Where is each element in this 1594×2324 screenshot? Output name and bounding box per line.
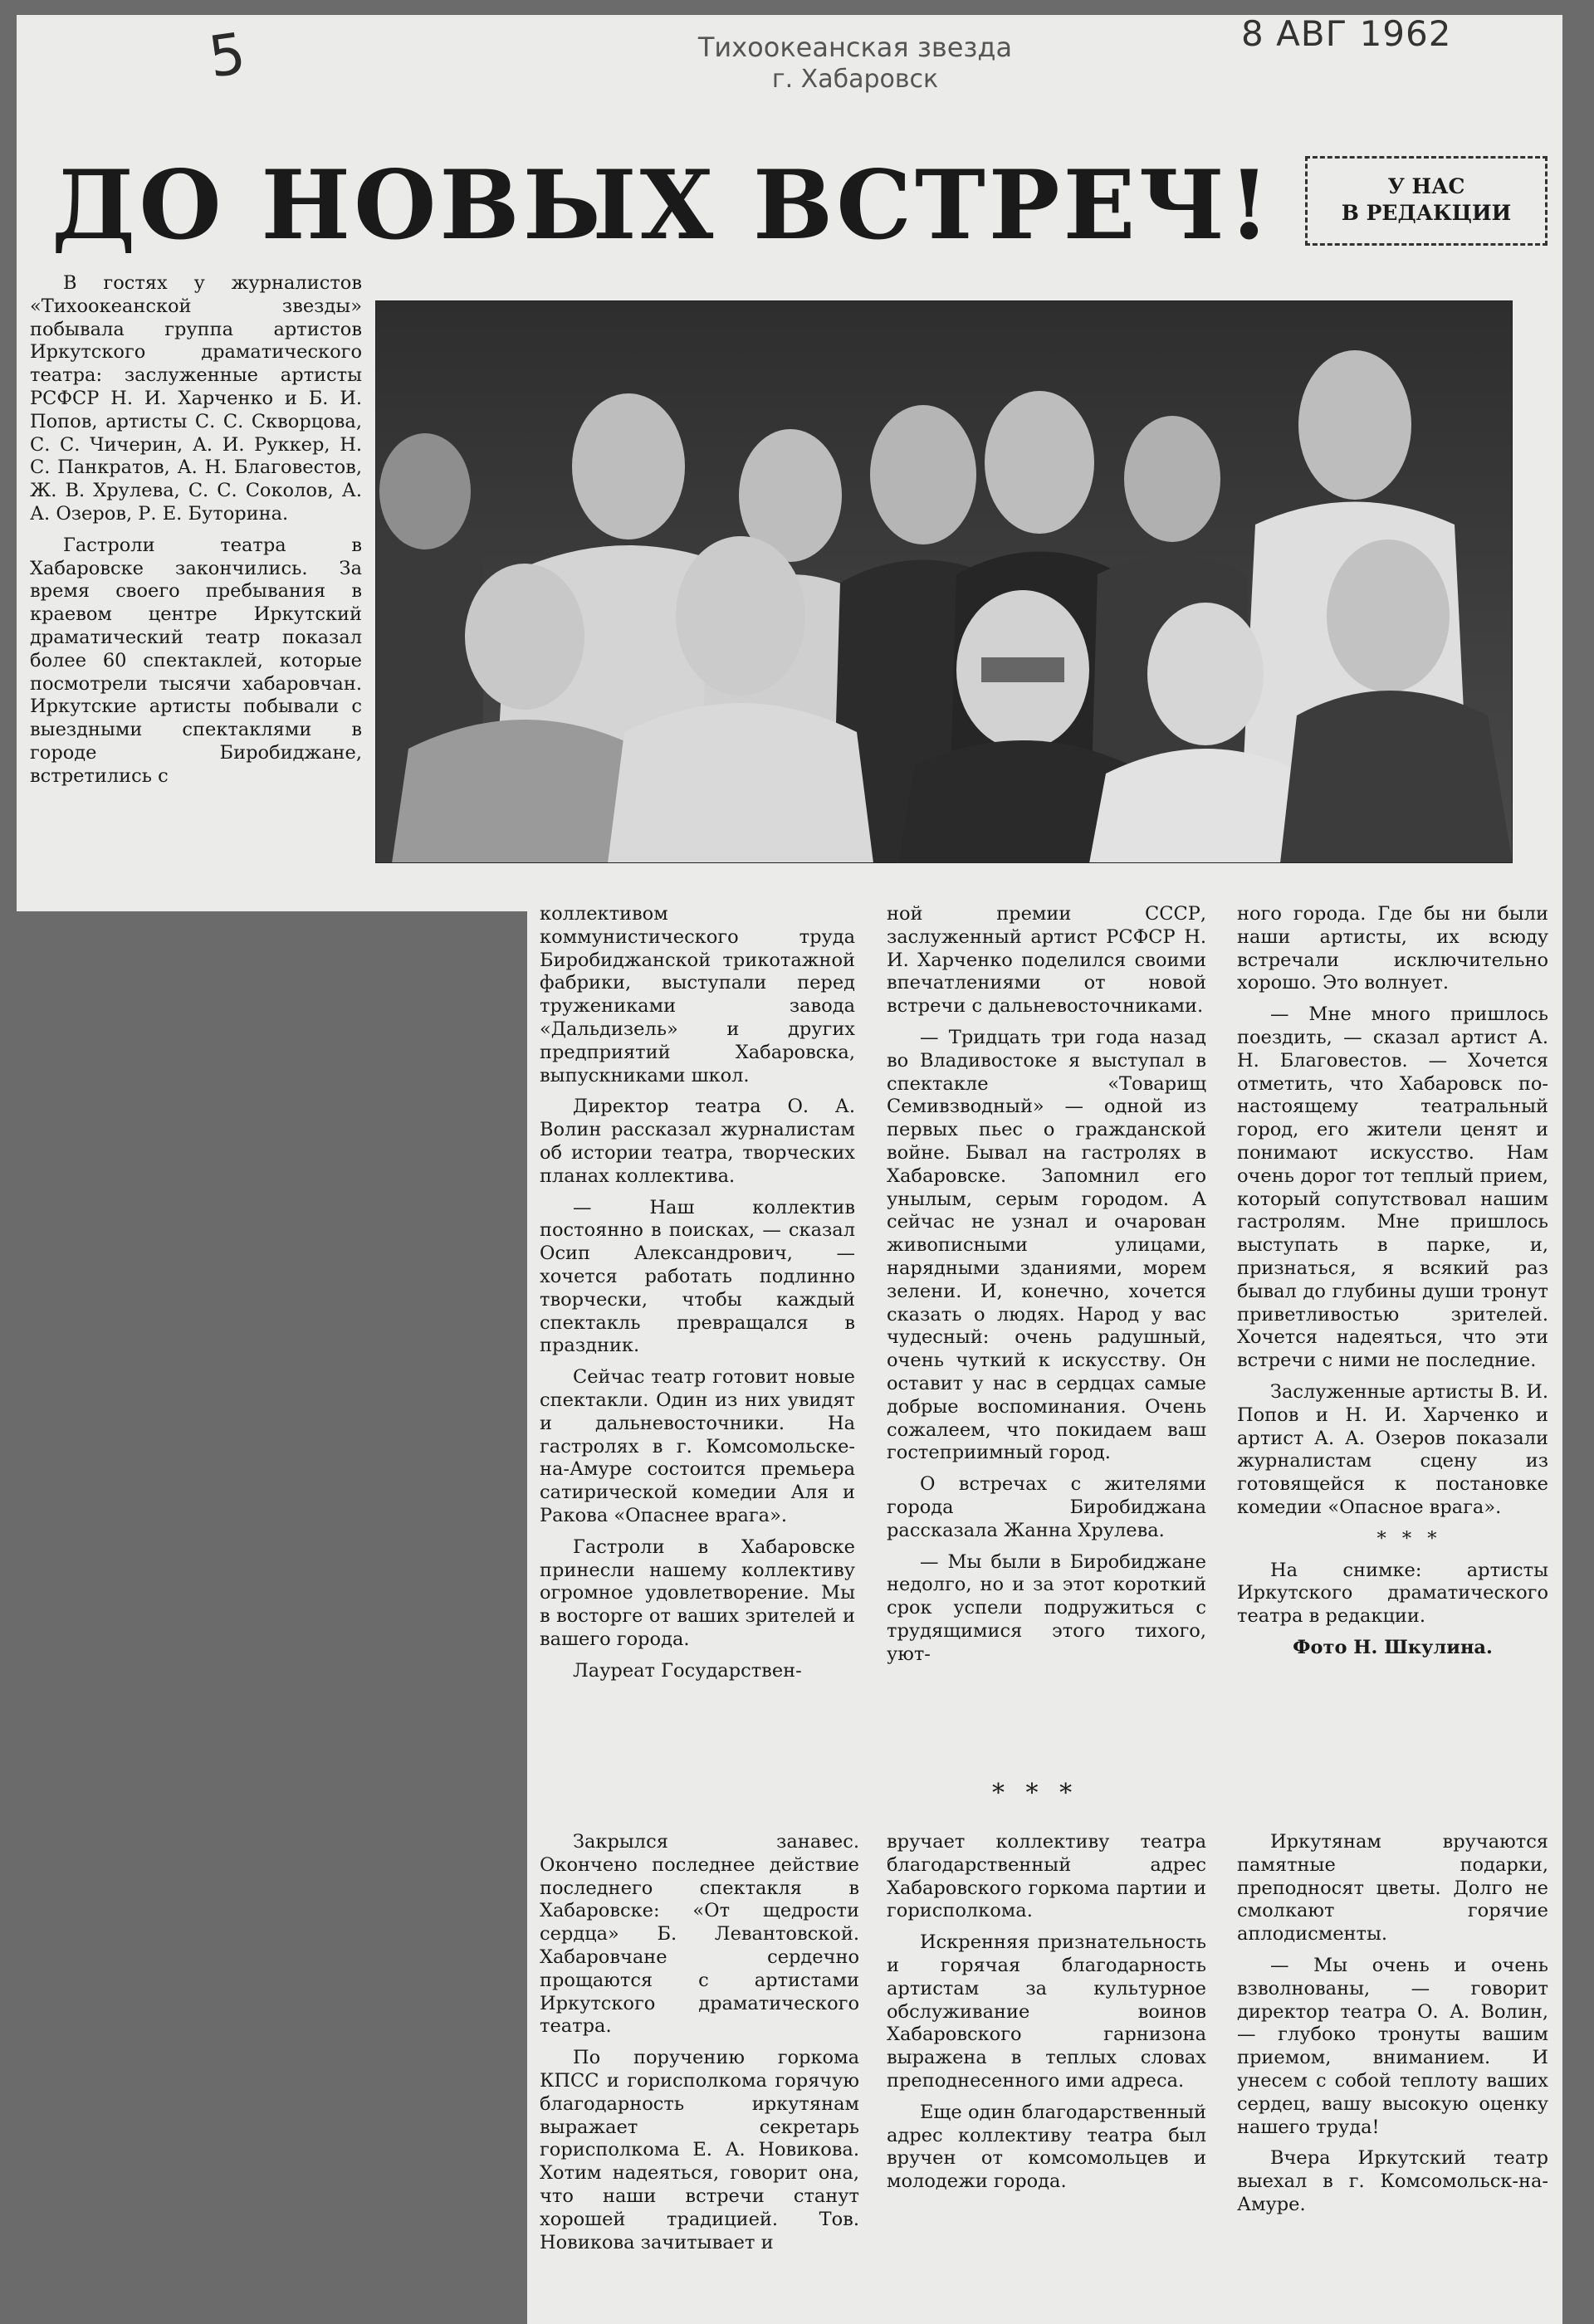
col2-paragraph-3: О встречах с жителями города Биробиджана рассказала Жанна Хрулева. — [887, 1473, 1206, 1541]
rubric-box — [1305, 156, 1548, 246]
col1-paragraph-3: — Наш коллектив постоянно в поисках, — сказал Осип Александрович, — хочется работать подлинно творчески, чтобы каждый спектакль превращался в праздник. — [540, 1196, 855, 1357]
bottom-col1-paragraph-2: По поручению горкома КПСС и горисполкома горячую благодарность иркутянам выражает секретарь горисполкома Е. А. Новикова. Хотим надеяться, говорит она, что наши встречи станут хорошей традицией. Тов. Новикова зачитывает и — [540, 2047, 859, 2253]
bottom-column-2 — [887, 1831, 1206, 2202]
rubric-line-1: У НАС — [1387, 174, 1465, 198]
col1-paragraph-2: Директор театра О. А. Волин рассказал журналистам об истории театра, творческих планах коллектива. — [540, 1096, 855, 1187]
article-column-2 — [887, 903, 1206, 1675]
intro-paragraph-2: Гастроли театра в Хабаровске закончились. За время своего пребывания в краевом центре Иркутский драматический театр показал более 60 спектаклей, которые посмотрели тысячи хабаровчан. Иркутские артисты побывали с выездными спектаклями в городе Биробиджане, встретились с — [30, 534, 362, 787]
headline: ДО НОВЫХ ВСТРЕЧ! — [51, 149, 1274, 261]
col1-paragraph-5: Гастроли в Хабаровске принесли нашему коллективу огромное удовлетворение. Мы в восторге от ваших зрителей и вашего города. — [540, 1536, 855, 1650]
bottom-col2-paragraph-3: Еще один благодарственный адрес коллективу театра был вручен от комсомольцев и молодежи города. — [887, 2101, 1206, 2193]
col2-paragraph-4: — Мы были в Биробиджане недолго, но и за этот короткий срок успели подружиться с трудящимися этого тихого, уют- — [887, 1550, 1206, 1665]
source-city: г. Хабаровск — [771, 65, 939, 94]
col3-paragraph-1: ного города. Где бы ни были наши артисты, их всюду встречали исключительно хорошо. Это волнует. — [1237, 903, 1548, 994]
date-stamp: 8 АВГ 1962 — [1241, 13, 1452, 54]
source-name: Тихоокеанская звезда — [697, 32, 1013, 63]
bottom-col3-paragraph-3: Вчера Иркутский театр выехал в г. Комсомольск-на-Амуре. — [1237, 2147, 1548, 2215]
photo-credit: Фото Н. Шкулина. — [1293, 1636, 1493, 1658]
caption-stars: * * * — [1376, 1527, 1442, 1550]
bottom-col1-paragraph-1: Закрылся занавес. Окончено последнее действие последнего спектакля в Хабаровске: «От щедрости сердца» Б. Левантовской. Хабаровчане сердечно прощаются с артистами Иркутского драматического театра. — [540, 1831, 859, 2038]
rubric-line-2: В РЕДАКЦИИ — [1341, 201, 1512, 225]
col2-paragraph-1: ной премии СССР, заслуженный артист РСФСР Н. И. Харченко поделился своими впечатлениями от новой встречи с дальневосточниками. — [887, 903, 1206, 1018]
bottom-column-3 — [1237, 1831, 1548, 2225]
intro-paragraph-1: В гостях у журналистов «Тихоокеанской звезды» побывала группа артистов Иркутского драматического театра: заслуженные артисты РСФСР Н. И. Харченко и Б. И. Попов, артисты С. С. Скворцова, С. С. Чичерин, А. И. Руккер, Н. С. Панкратов, А. Н. Благовестов, Ж. В. Хрулева, С. С. Соколов, А. А. Озеров, Р. Е. Буторина. — [30, 272, 362, 525]
group-photo — [375, 300, 1513, 863]
col1-paragraph-4: Сейчас театр готовит новые спектакли. Один из них увидят и дальневосточники. На гастролях в г. Комсомольске-на-Амуре состоится премьера сатирической комедии Аля и Ракова «Опаснее врага». — [540, 1366, 855, 1526]
col1-paragraph-6: Лауреат Государствен- — [573, 1659, 802, 1682]
section-separator: * * * — [992, 1779, 1079, 1808]
bottom-column-1 — [540, 1831, 859, 2263]
bottom-col3-paragraph-2: — Мы очень и очень взволнованы, — говорит директор театра О. А. Волин, — глубоко тронуты вашим приемом, вниманием. И унесем с собой теплоту ваших сердец, вашу высокую оценку нашего труда! — [1237, 1954, 1548, 2138]
col2-paragraph-2: — Тридцать три года назад во Владивостоке я выступал в спектакле «Товарищ Семивзводный» — одной из первых пьес о гражданской войне. Бывал на гастролях в Хабаровске. Запомнил его унылым, серым городом. А сейчас не узнал и очарован живописными улицами, нарядными зданиями, морем зелени. И, конечно, хочется сказать о людях. Народ у вас чудесный: очень радушный, очень чуткий к искусству. Он оставит у нас в сердцах самые добрые воспоминания. Очень сожалеем, что покидаем ваш гостеприимный город. — [887, 1026, 1206, 1464]
photo-caption: На снимке: артисты Иркутского драматического театра в редакции. — [1237, 1559, 1548, 1628]
bottom-col2-paragraph-2: Искренняя признательность и горячая благодарность артистам за культурное обслуживание воинов Хабаровского гарнизона выражена в теплых словах преподнесенного ими адреса. — [887, 1931, 1206, 2092]
col3-paragraph-3: Заслуженные артисты В. И. Попов и Н. И. Харченко и артист А. А. Озеров показали журналистам сцену из готовящейся к постановке комедии «Опасное врага». — [1237, 1380, 1548, 1518]
source-stamp — [664, 32, 1046, 94]
col3-paragraph-2: — Мне много пришлось поездить, — сказал артист А. Н. Благовестов. — Хочется отметить, что Хабаровск по-настоящему театральный город, его жители ценят и понимают искусство. Нам очень дорог тот теплый прием, который сопутствовал нашим гастролям. Мне пришлось выступать в парке, и, признаться, я всякий раз бывал до глубины души тронут приветливостью зрителей. Хочется надеяться, что эти встречи с ними не последние. — [1237, 1003, 1548, 1372]
bottom-col3-paragraph-1: Иркутянам вручаются памятные подарки, преподносят цветы. Долго не смолкают горячие аплодисменты. — [1237, 1831, 1548, 1946]
article-column-3 — [1237, 903, 1548, 1668]
group-photo-image — [375, 300, 1513, 863]
intro-column — [30, 272, 362, 797]
page-number: 5 — [204, 21, 250, 91]
article-column-1 — [540, 903, 855, 1692]
bottom-col2-paragraph-1: вручает коллективу театра благодарственный адрес Хабаровского горкома партии и горисполкома. — [887, 1831, 1206, 1922]
col1-paragraph-1: коллективом коммунистического труда Биробиджанской трикотажной фабрики, выступали перед тружениками завода «Дальдизель» и других предприятий Хабаровска, выпускниками школ. — [540, 903, 855, 1086]
